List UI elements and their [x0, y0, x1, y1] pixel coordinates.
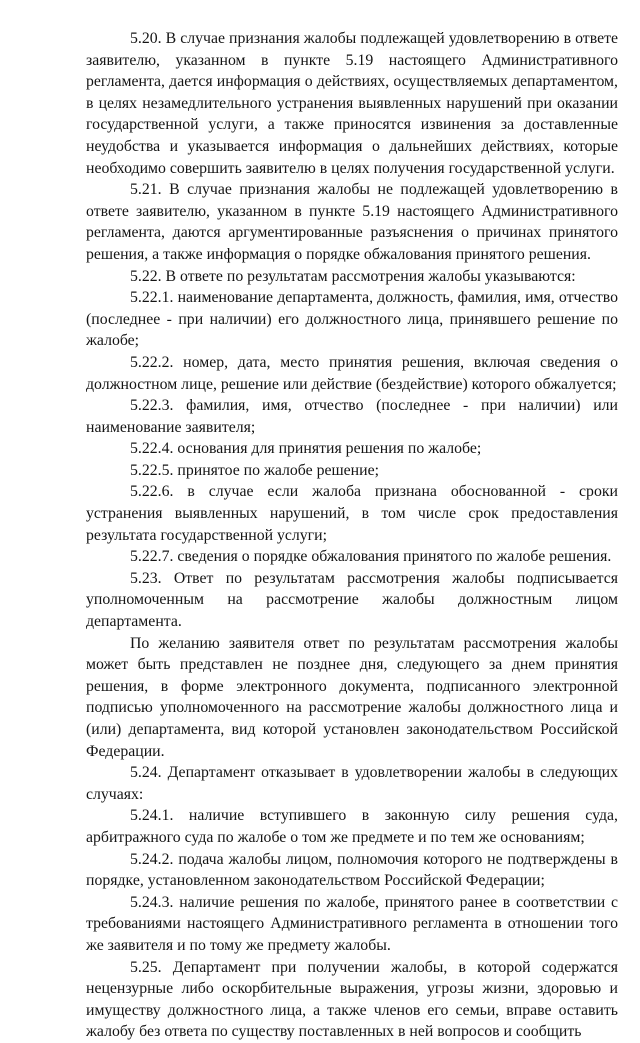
paragraph-5-24: 5.24. Департамент отказывает в удовлетворении жалобы в следующих случаях: — [86, 764, 618, 803]
paragraph-5-24-2: 5.24.2. подача жалобы лицом, полномочия которого не подтверждены в порядке, установленном законодательством Российской Федерации; — [86, 850, 618, 890]
paragraph-5-22-2: 5.22.2. номер, дата, место принятия решения, включая сведения о должностном лице, решение или действие (бездействие) которого обжалуется; — [86, 353, 618, 393]
paragraph-5-25: 5.25. Департамент при получении жалобы, в которой содержатся нецензурные либо оскорбительные выражения, угрозы жизни, здоровью и имуществу должностного лица, а также членов его семьи, вправе оставить жалобу без ответа по существу поставленных в ней вопросов и сообщить — [86, 958, 618, 1041]
paragraph-5-22-6: 5.22.6. в случае если жалоба признана обоснованной - сроки устранения выявленных нарушений, в том числе срок предоставления результата государственной услуги; — [86, 483, 618, 544]
paragraph-5-24-1: 5.24.1. наличие вступившего в законную силу решения суда, арбитражного суда по жалобе о том же предмете и по тем же основаниям; — [86, 807, 618, 846]
paragraph-electronic-response: По желанию заявителя ответ по результатам рассмотрения жалобы может быть представлен не позднее дня, следующего за днем принятия решения, в форме электронного документа, подписанного электронной подписью уполномоченного на рассмотрение жалобы должностного лица и (или) департамента, вид которой установлен законодательством Российской Федерации. — [86, 634, 618, 760]
paragraph-5-22-4: 5.22.4. основания для принятия решения по жалобе; — [130, 440, 482, 458]
paragraph-5-22-7: 5.22.7. сведения о порядке обжалования принятого по жалобе решения. — [130, 548, 612, 566]
paragraph-5-22-1: 5.22.1. наименование департамента, должность, фамилия, имя, отчество (последнее - при наличии) его должностного лица, принявшего решение по жалобе; — [86, 289, 618, 350]
paragraph-5-22-5: 5.22.5. принятое по жалобе решение; — [130, 461, 379, 479]
paragraph-5-24-3: 5.24.3. наличие решения по жалобе, принятого ранее в соответствии с требованиями настоящего Административного регламента в отношении того же заявителя и по тому же предмету жалобы. — [86, 893, 618, 954]
paragraph-5-21: 5.21. В случае признания жалобы не подлежащей удовлетворению в ответе заявителю, указанном в пункте 5.19 настоящего Административного регламента, даются аргументированные разъяснения о причинах принятого решения, а также информация о порядке обжалования принятого решения. — [86, 181, 618, 263]
paragraph-5-22-3: 5.22.3. фамилия, имя, отчество (последнее - при наличии) или наименование заявителя; — [86, 397, 618, 436]
paragraph-5-22: 5.22. В ответе по результатам рассмотрения жалобы указываются: — [130, 267, 576, 285]
paragraph-5-20: 5.20. В случае признания жалобы подлежащей удовлетворению в ответе заявителю, указанном в пункте 5.19 настоящего Административного регламента, дается информация о действиях, осуществляемых департаментом, в целях незамедлительного устранения выявленных нарушений при оказании государственной услуги, а также приносятся извинения за доставленные неудобства и указывается информация о дальнейших действиях, которые необходимо совершить заявителю в целях получения государственной услуги. — [86, 30, 618, 177]
paragraph-5-23: 5.23. Ответ по результатам рассмотрения жалобы подписывается уполномоченным на рассмотрение жалобы должностным лицом департамента. — [86, 569, 618, 631]
